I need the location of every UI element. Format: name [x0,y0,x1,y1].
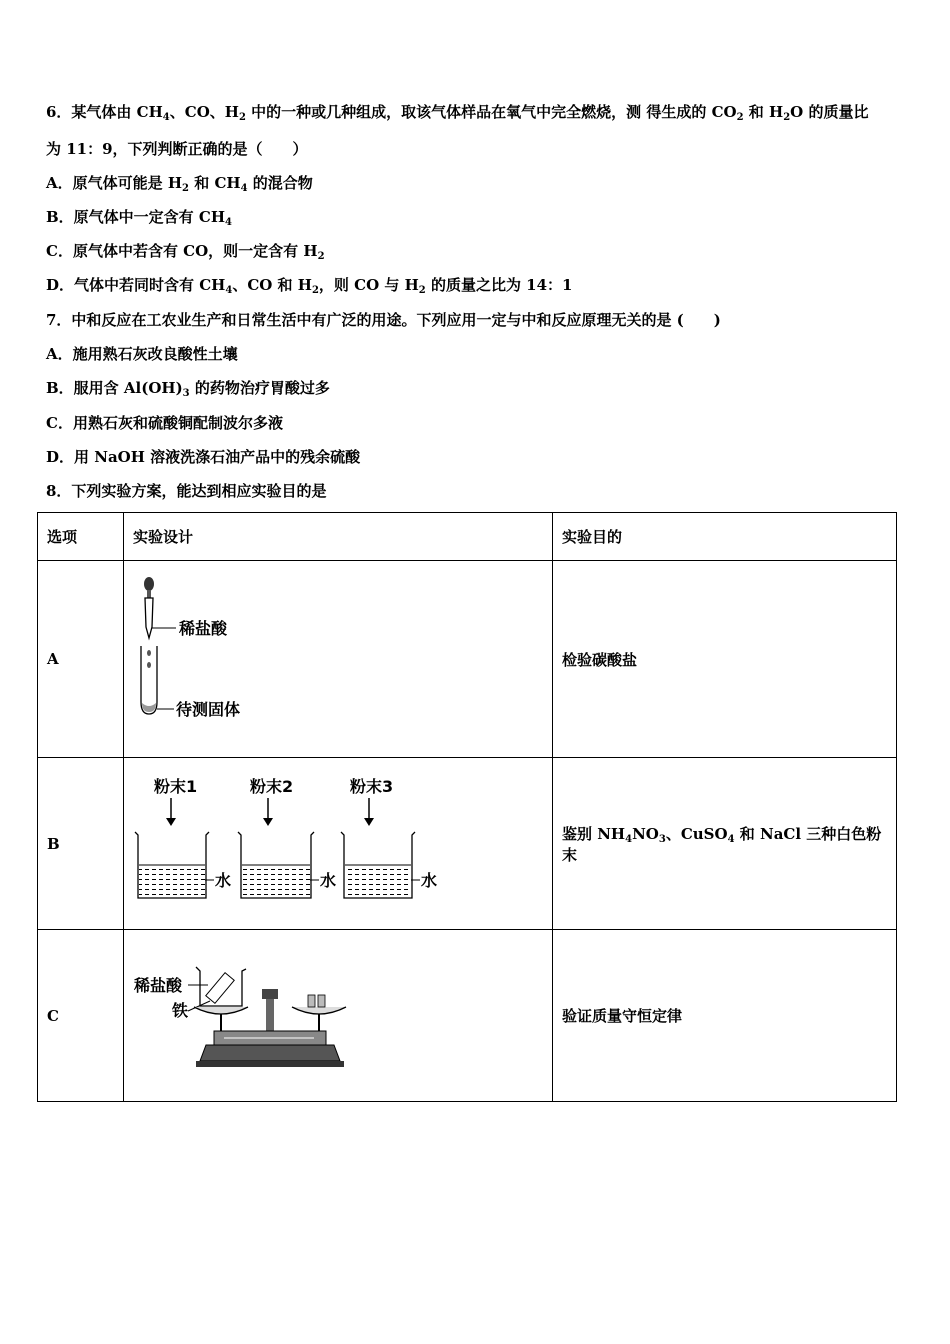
header-design: 实验设计 [124,513,553,561]
q6-stem-line2: 为 11：9，下列判断正确的是（ ） [46,140,308,158]
table-row-c [38,930,897,1102]
test-tube [141,646,157,714]
solid-sample [142,703,156,712]
left-pan [194,1007,248,1014]
label-acid: 稀盐酸 [179,619,228,638]
table-header-row [38,513,897,561]
q8-stem: 8．下列实验方案，能达到相应实验目的是 [46,482,327,500]
row-a-option: A [38,561,124,758]
header-option: 选项 [38,513,124,561]
row-c-purpose: 验证质量守恒定律 [553,930,897,1102]
weight-2 [318,995,325,1007]
row-a-purpose: 检验碳酸盐 [553,561,897,758]
balance-diagram [124,951,384,1076]
row-a-design [124,561,553,758]
q6-stem-line1: 6．某气体由 $CH_4$、CO、$H_2$ 中的一种或几种组成，取该气体样品在氧气中完全燃烧，测 得生成的 $CO_2$ 和 $H_2O$ 的质量比 [46,103,869,123]
q7-stem: 7．中和反应在工农业生产和日常生活中有广泛的用途。下列应用一定与中和反应原理无关的是 ( ) [46,311,721,329]
balance-foot [196,1061,344,1067]
q7-option-b: B．服用含 $Al(OH)_3$ 的药物治疗胃酸过多 [46,379,330,399]
q7-option-d: D．用 NaOH 溶液洗涤石油产品中的残余硫酸 [46,448,361,466]
dropper-bulb [144,577,154,591]
row-b-option: B [38,758,124,930]
small-tube [206,973,234,1004]
label-powder-2: 粉末2 [250,776,294,796]
q6-option-a: A．原气体可能是 $H_2$ 和 $CH_4$ 的混合物 [46,174,313,194]
row-c-design [124,930,553,1102]
beaker-3 [341,777,437,898]
drop-2 [147,662,151,668]
label-water-1: 水 [215,870,232,890]
q7-option-a: A．施用熟石灰改良酸性土壤 [46,345,238,363]
pointer-top [262,989,278,999]
label-powder-3: 粉末3 [350,776,394,796]
label-water-2: 水 [320,870,337,890]
header-purpose: 实验目的 [553,513,897,561]
experiment-table [37,512,897,1102]
q7-option-c: C．用熟石灰和硫酸铜配制波尔多液 [46,414,283,432]
table-row-b [38,758,897,930]
label-powder-1: 粉末1 [154,776,198,796]
right-pan [292,1007,346,1014]
dropper-neck [147,590,151,598]
q6-option-c: C．原气体中若含有 CO，则一定含有 $H_2$ [46,242,325,262]
label-solid: 待测固体 [176,700,241,719]
row-b-design [124,758,553,930]
row-c-option: C [38,930,124,1102]
balance-base [200,1045,340,1061]
beakers-diagram [124,762,444,922]
q6-option-d: D．气体中若同时含有 $CH_4$、CO 和 $H_2$，则 CO 与 $H_2$ 的质量之比为 14：1 [46,276,573,296]
test-tube-diagram [124,562,424,752]
beaker-2 [238,777,336,898]
label-iron: 铁 [172,1001,189,1020]
row-b-purpose: 鉴别 $NH_4NO_3$、CuSO$_4$ 和 NaCl 三种白色粉末 [553,758,897,930]
beaker-1 [135,777,231,898]
q6-option-b: B．原气体中一定含有 $CH_4$ [46,208,232,228]
drop-1 [147,650,151,656]
weight-1 [308,995,315,1007]
table-row-a [38,561,897,758]
label-acid-c: 稀盐酸 [134,976,183,995]
label-water-3: 水 [421,870,438,890]
dropper-tube [145,598,153,638]
